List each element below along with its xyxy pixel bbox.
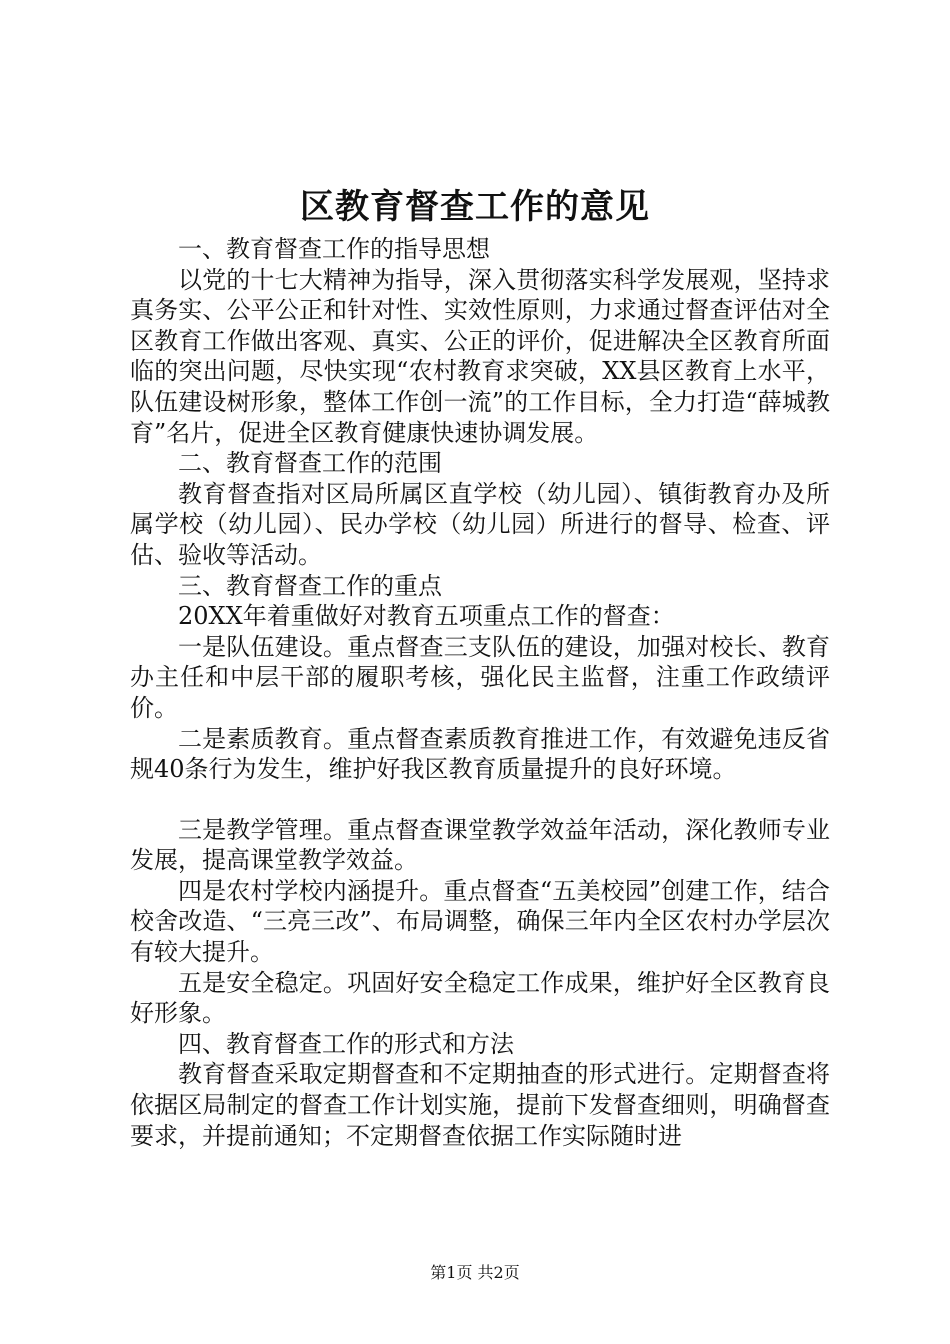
section-heading-4: 四、教育督查工作的形式和方法	[178, 1029, 514, 1058]
paragraph-key-points-intro: 20XX年着重做好对教育五项重点工作的督查：	[178, 602, 675, 631]
paragraph-safety-stability: 五是安全稳定。巩固好安全稳定工作成果，维护好全区教育良好形象。	[130, 968, 830, 1028]
paragraph-forms-methods: 教育督查采取定期督查和不定期抽查的形式进行。定期督查将依据区局制定的督查工作计划实施，提前下发督查细则，明确督查要求，并提前通知；不定期督查依据工作实际随时进	[130, 1060, 830, 1150]
paragraph-teaching-management: 三是教学管理。重点督查课堂教学效益年活动，深化教师专业发展，提高课堂教学效益。	[130, 815, 830, 875]
section-heading-1: 一、教育督查工作的指导思想	[178, 235, 490, 263]
page-footer: 第1页 共2页	[430, 1263, 520, 1282]
paragraph-team-building: 一是队伍建设。重点督查三支队伍的建设，加强对校长、教育办主任和中层干部的履职考核，强化民主监督，注重工作政绩评价。	[130, 632, 830, 722]
section-heading-3: 三、教育督查工作的重点	[178, 571, 442, 600]
document-title: 区教育督查工作的意见	[300, 187, 650, 227]
paragraph-quality-education: 二是素质教育。重点督查素质教育推进工作，有效避免违反省规40条行为发生，维护好我区教育质量提升的良好环境。	[130, 724, 830, 784]
paragraph-guiding-thought: 以党的十七大精神为指导，深入贯彻落实科学发展观，坚持求真务实、公平公正和针对性、实效性原则，力求通过督查评估对全区教育工作做出客观、真实、公正的评价，促进解决全区教育所面临的突出问题，尽快实现“农村教育求突破，XX县区教育上水平，队伍建设树形象，整体工作创一流”的工作目标，全力打造“薛城教育”名片，促进全区教育健康快速协调发展。	[130, 265, 830, 447]
section-heading-2: 二、教育督查工作的范围	[178, 449, 442, 478]
paragraph-rural-schools: 四是农村学校内涵提升。重点督查“五美校园”创建工作，结合校舍改造、“三亮三改”、布局调整，确保三年内全区农村办学层次有较大提升。	[130, 876, 830, 967]
document-body	[130, 234, 830, 1151]
paragraph-scope: 教育督查指对区局所属区直学校（幼儿园）、镇街教育办及所属学校（幼儿园）、民办学校（幼儿园）所进行的督导、检查、评估、验收等活动。	[130, 479, 830, 569]
